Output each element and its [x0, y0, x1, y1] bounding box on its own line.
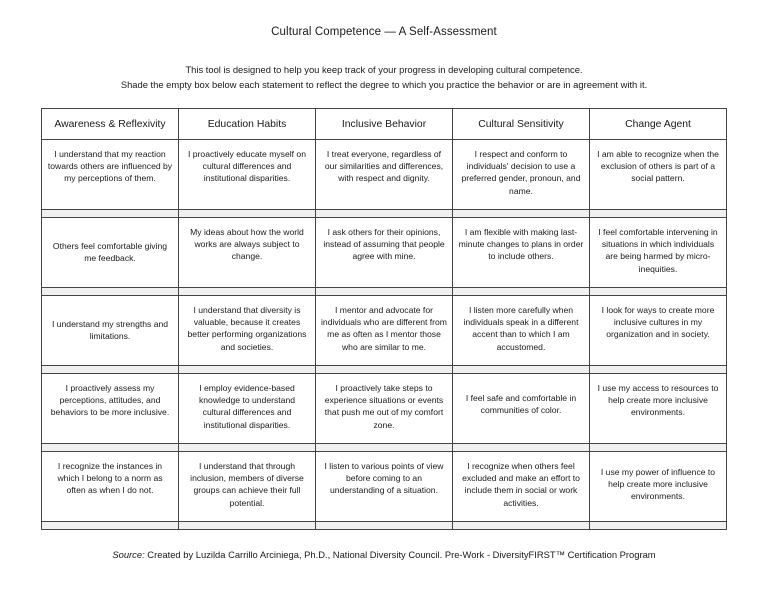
shade-box[interactable] — [590, 522, 726, 529]
statement-cell: I proactively assess my perceptions, attitudes, and behaviors to be more inclusive. — [42, 374, 179, 443]
shade-box[interactable] — [179, 210, 316, 217]
statement-row — [42, 452, 726, 521]
shade-box[interactable] — [42, 444, 179, 451]
shade-box[interactable] — [42, 210, 179, 217]
column-header-awareness: Awareness & Reflexivity — [42, 109, 179, 139]
statement-cell: I understand that my reaction towards others are influenced by my perceptions of them. — [42, 140, 179, 209]
shade-row — [42, 521, 726, 529]
intro-text — [0, 62, 768, 92]
shade-row — [42, 443, 726, 452]
statement-cell: I understand my strengths and limitations. — [42, 296, 179, 365]
shade-box[interactable] — [42, 288, 179, 295]
statement-cell: I understand that through inclusion, members of diverse groups can achieve their full potential. — [179, 452, 316, 521]
assessment-table — [41, 108, 727, 530]
shade-box[interactable] — [590, 210, 726, 217]
shade-box[interactable] — [453, 210, 590, 217]
shade-row — [42, 365, 726, 374]
shade-box[interactable] — [42, 522, 179, 529]
statement-row — [42, 296, 726, 365]
statement-cell: I feel safe and comfortable in communities of color. — [453, 374, 590, 443]
statement-cell: I use my power of influence to help create more inclusive environments. — [600, 467, 716, 502]
source-text: Created by Luzilda Carrillo Arciniega, Ph.D., National Diversity Council. Pre-Work - DiversityFIRST™ Certification Program — [147, 549, 656, 560]
statement-cell: I understand that diversity is valuable, because it creates better performing organizations and societies. — [179, 296, 316, 365]
statement-row — [42, 374, 726, 443]
column-header-education: Education Habits — [179, 109, 316, 139]
intro-line-2: Shade the empty box below each statement to reflect the degree to which you practice the behavior or are in agreement with it. — [120, 79, 648, 90]
intro-line-1: This tool is designed to help you keep track of your progress in developing cultural competence. — [185, 64, 583, 75]
shade-box[interactable] — [453, 522, 590, 529]
shade-box[interactable] — [453, 444, 590, 451]
shade-box[interactable] — [453, 288, 590, 295]
column-header-change-agent: Change Agent — [625, 118, 691, 130]
statement-cell: Others feel comfortable giving me feedback. — [42, 218, 179, 287]
column-header-inclusive: Inclusive Behavior — [316, 109, 453, 139]
shade-box[interactable] — [42, 366, 179, 373]
shade-box[interactable] — [316, 210, 453, 217]
shade-row — [42, 287, 726, 296]
statement-row — [42, 140, 726, 209]
source-credit — [0, 549, 768, 560]
shade-box[interactable] — [590, 288, 726, 295]
shade-row — [42, 209, 726, 218]
shade-box[interactable] — [316, 522, 453, 529]
statement-cell: I respect and conform to individuals' decision to use a preferred gender, pronoun, and name. — [453, 140, 590, 209]
shade-box[interactable] — [179, 444, 316, 451]
statement-cell: My ideas about how the world works are always subject to change. — [179, 218, 316, 287]
shade-box[interactable] — [316, 288, 453, 295]
statement-cell: I proactively educate myself on cultural differences and institutional disparities. — [179, 140, 316, 209]
header-row — [42, 109, 726, 140]
column-header-sensitivity: Cultural Sensitivity — [453, 109, 590, 139]
statement-cell: I treat everyone, regardless of our similarities and differences, with respect and dignity. — [316, 140, 453, 209]
statement-cell: I feel comfortable intervening in situations in which individuals are being harmed by micro-inequities. — [598, 227, 718, 274]
statement-cell: I recognize the instances in which I belong to a norm as often as when I do not. — [42, 452, 179, 521]
source-label: Source: — [112, 549, 145, 560]
statement-cell: I am flexible with making last-minute changes to plans in order to include others. — [453, 218, 590, 287]
shade-box[interactable] — [179, 366, 316, 373]
shade-box[interactable] — [316, 366, 453, 373]
shade-box[interactable] — [179, 288, 316, 295]
statement-row — [42, 218, 726, 287]
shade-box[interactable] — [179, 522, 316, 529]
shade-box[interactable] — [453, 366, 590, 373]
statement-cell: I am able to recognize when the exclusion of others is part of a social pattern. — [597, 149, 719, 184]
statement-cell: I recognize when others feel excluded and make an effort to include them in social or work activities. — [453, 452, 590, 521]
shade-box[interactable] — [590, 366, 726, 373]
statement-cell: I mentor and advocate for individuals who are different from me as often as I mentor those who are similar to me. — [316, 296, 453, 365]
statement-cell: I employ evidence-based knowledge to understand cultural differences and institutional disparities. — [179, 374, 316, 443]
statement-cell: I ask others for their opinions, instead of assuming that people agree with mine. — [316, 218, 453, 287]
statement-cell: I proactively take steps to experience situations or events that push me out of my comfort zone. — [316, 374, 453, 443]
shade-box[interactable] — [316, 444, 453, 451]
statement-cell: I listen to various points of view before coming to an understanding of a situation. — [316, 452, 453, 521]
statement-cell: I look for ways to create more inclusive cultures in my organization and in society. — [601, 305, 715, 340]
shade-box[interactable] — [590, 444, 726, 451]
statement-cell: I use my access to resources to help create more inclusive environments. — [597, 383, 719, 418]
page-title: Cultural Competence — A Self-Assessment — [271, 26, 497, 38]
statement-cell: I listen more carefully when individuals speak in a different accent than to which I am accustomed. — [453, 296, 590, 365]
